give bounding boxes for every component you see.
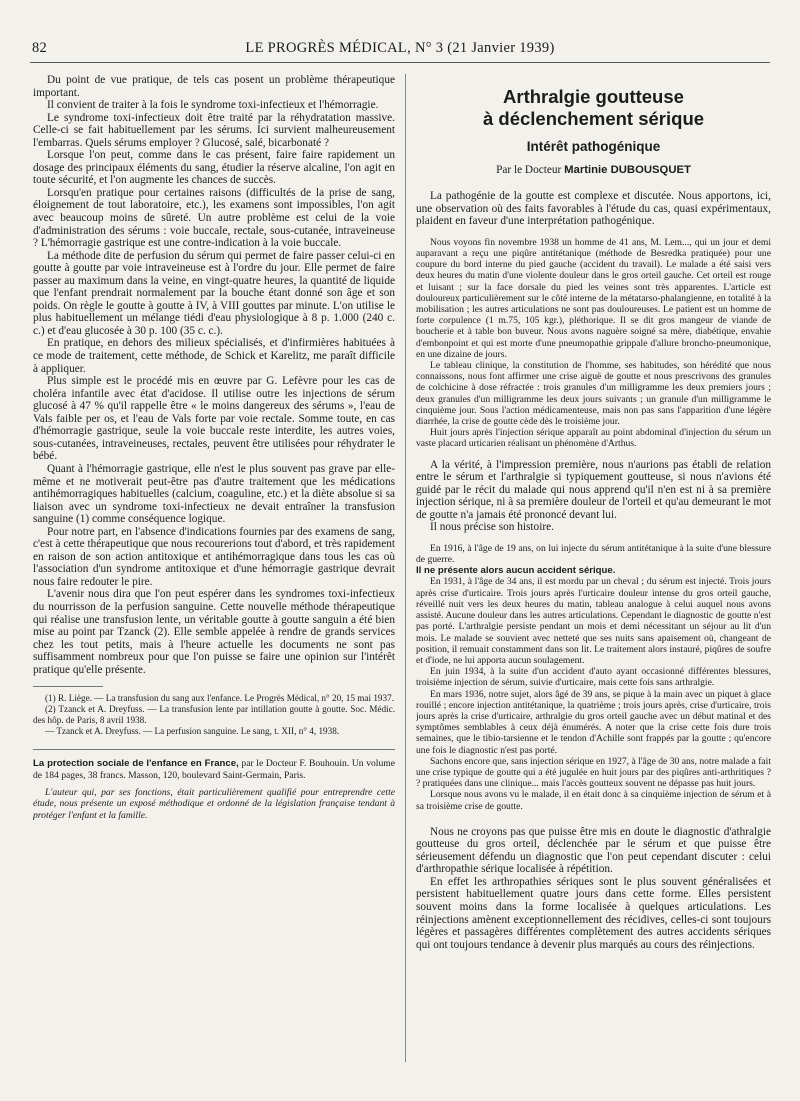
body-paragraph: Lorsque l'on peut, comme dans le cas présent, faire faire rapidement un dosage des principaux éléments du sang, étudier la réserve alcaline, l'on agit en toute sécurité, et l'on augmente les chances de succès. [33,149,395,187]
patient-history [416,543,771,812]
body-paragraph: La méthode dite de perfusion du sérum qui permet de faire passer celui-ci en goutte à goutte par voie intraveineuse est à l'ordre du jour. Elle permet de faire passer au maximum dans la veine, en vingt-quatre heures, la quantité de liquide que l'enfant prendrait normalement par la bouche étant donné son âge et son poids. On règle le goutte à goutte à IV, à VIII gouttes par minute. L'on utilise le plus habituellement un mélange tiédi d'eau physiologique à 8 p. 1.000 (240 c. c.) et d'eau glucosée à 30 p. 100 (35 c. c.). [33,249,395,337]
body-paragraph: Lorsqu'en pratique pour certaines raisons (difficultés de la prise de sang, éloignement de tout laboratoire, etc.), les examens sont impossibles, l'on agit avec beaucoup moins de sûreté. Un autre problème est celui de la voie d'administration des sérums : voie buccale, rectale, sous-cutanée, intraveineuse ? L'hémorragie gastrique est une contre-indication à la voie buccale. [33,186,395,250]
case-paragraph: Huit jours après l'injection sérique apparaît au point abdominal d'injection du sérum un vaste placard urticarien réalisant un phénomène d'Arthus. [416,427,771,450]
running-header [30,40,770,63]
body-paragraph: En pratique, en dehors des milieux spécialisés, et d'infirmières habituées à ce mode de traitement, cette méthode, de Schick et Karelitz, me paraît difficile à appliquer. [33,337,395,375]
review-body: L'auteur qui, par ses fonctions, était particulièrement qualifié pour entreprendre cette étude, nous présente un exposé méthodique et ordonné de la législation française tendant à protéger l'enfant et la famille. [33,787,395,821]
history-paragraph: Sachons encore que, sans injection sérique en 1927, à l'âge de 30 ans, notre malade a fait une crise typique de goutte qui a été jugulée en huit jours par des piqûres anti-arthritiques ? ? pratiquées dans une clinique... mais l'accès goutteux souvent ne dépasse pas huit jours. [416,755,771,790]
spacer [416,450,771,459]
history-paragraph: En 1916, à l'âge de 19 ans, on lui injecte du sérum antitétanique à la suite d'une blessure de guerre. [416,542,771,566]
history-paragraph: Lorsque nous avons vu le malade, il en était donc à sa cinquième injection de sérum et à sa troisième crise de goutte. [416,789,771,812]
intro-paragraph: La pathogénie de la goutte est complexe et discutée. Nous apportons, ici, une observation où des faits favorables à l'étude du cas, quasi expérimentaux, plaident en faveur d'une interprétation pathogénique. [416,190,771,228]
body-paragraph: En effet les arthropathies sériques sont le plus souvent généralisées et persistent habituellement quatre jours dans cette forme. Elles persistent souvent moins dans la forme localisée à quelques articulations. Les réinjections amènent exceptionnellement des récidives, celles-ci sont toujours légères et passagères différentes complètement des autres accidents sériques qui ont toujours tendance à devenir plus marqués au cours des réinjections. [416,875,771,951]
book-review [33,758,395,821]
history-bold-line: Il ne présente alors aucun accident sérique. [416,565,616,577]
byline [416,164,771,177]
case-paragraph: Nous voyons fin novembre 1938 un homme de 41 ans, M. Lem..., qui un jour et demi auparavant a reçu une piqûre antitétanique (méthode de Besredka pratiquée) pour une coupure du bord interne du pied gauche (accident du travail). Le malade a été saisi vers deux heures du matin d'une violente douleur dans le gros orteil gauche. Cet orteil est rouge et luisant ; sur la face dorsale du pied les veines sont très apparentes. L'article est douloureux particulièrement sur le côté interne de la métatarso-phalangienne, en totalité à la mobilisation ; les autres articulations ne sont pas douloureuses. Le patient est un homme de forte corpulence (1 m.75, 105 kgr.), pléthorique. Il se dit gros mangeur de viande de boucherie et à table bon buveur. Nous avons naguère soigné sa mère, diabétique, envahie d'embonpoint et qui est morte d'une pneumopathie grippale d'allure broncho-pneumonique, en une dizaine de jours. [416,236,771,360]
body-paragraph: Quant à l'hémorragie gastrique, elle n'est le plus souvent pas grave par elle-même et ne motiverait peut-être pas d'autre traitement que les médications antihémorragiques habituelles (calcium, coaguline, etc.) et la diète absolue si sa liaison avec un syndrome toxi-infectieux ne devait entraîner la transfusion sanguine (1) comme conséquence logique. [33,462,395,526]
spacer [416,534,771,543]
body-paragraph: Pour notre part, en l'absence d'indications fournies par des examens de sang, c'est à cette thérapeutique que nous recourerions tout d'abord, et très rapidement en raison de son action antitoxique et antihémorragique dans tous les cas où l'association d'un syndrome antitoxique et d'une hémorragie gastrique devrait nous faire redouter le pire. [33,525,395,588]
running-title: LE PROGRÈS MÉDICAL, N° 3 (21 Janvier 1939) [245,40,555,56]
page-number: 82 [32,40,48,56]
review-citation: par le Docteur F. Bouhouin. Un volume de 184 pages, 38 francs. Masson, 120, boulevard Saint-Germain, Paris. [33,758,395,781]
article-subtitle: Intérêt pathogénique [526,139,661,154]
footnotes [33,686,395,737]
body-paragraph: Plus simple est le procédé mis en œuvre par G. Lefèvre pour les cas de choléra infantile avec état d'acidose. Il utilise outre les injections de sérum glucosé à 47 % qu'il rappelle être « le moins dangereux des sérums », l'eau de Vals faible per os, et l'eau de Vals forte par voie rectale. Somme toute, en cas d'hémorragie gastrique, seule la voie buccale reste interdite, les autres voies, sous-cutanées, intraveineuses, rectales, peuvent être utilisées pour réhydrater le bébé. [33,375,395,463]
left-column [33,74,395,1074]
body-paragraph: Nous ne croyons pas que puisse être mis en doute le diagnostic d'athralgie goutteuse du gros orteil, déclenchée par le sérum et que puisse être sérieusement défendu un diagnostic que l'on peut cependant discuter : celui d'arthropathie sérique localisée à répétition. [416,825,771,876]
review-heading [33,758,395,781]
footnote: (1) R. Liège. — La transfusion du sang aux l'enfance. Le Progrès Médical, n° 20, 15 mai 1937. [45,693,395,704]
right-column [416,74,771,1074]
body-paragraph: L'avenir nous dira que l'on peut espérer dans les syndromes toxi-infectieux du nourrisson de la perfusion sanguine. Cette nouvelle méthode thérapeutique qui réalise une transfusion lente, un véritable goutte à goutte sanguin a été bien mise au point par Tzanck (2). Elle semble appelée à rendre de grands services chez les tout petits, mais à l'heure actuelle les documents ne sont pas suffisamment nombreux pour que l'on puisse se faire une opinion sur l'intérêt pratique qu'elle présente. [33,588,395,676]
history-paragraph: En mars 1936, notre sujet, alors âgé de 39 ans, se pique à la main avec un piquet à glace rouillé ; encore injection antitétanique, la quatrième ; trois jours après, crise d'urticaire, trois jours après la crise d'urticaire, arthralgie du gros orteil gauche avec un début matinal et des symptômes semblables à ceux déjà énumérés. A noter que la crise cette fois dure trois semaines, que le tibio-tarsienne et le tendon d'Achille sont frappés par la goutte ; qu'encore une fois le diagnostic n'est pas porté. [416,688,771,756]
footnote-rule [33,686,103,687]
case-paragraph: Le tableau clinique, la constitution de l'homme, ses habitudes, son hérédité que nous connaissons, nous font affirmer une crise aiguë de goutte et nous prescrivons des granules de colchicine à dose réfractée : trois granules d'un milligramme les deux premiers jours ; deux granules d'un milligramme les deux jours suivants ; un granule d'un milligramme le cinquième jour. Sous l'action médicamenteuse, mais non pas sans l'apparition d'une légère diarrhée, la crise de goutte cède dès le troisième jour. [416,359,771,427]
history-paragraph: En 1931, à l'âge de 34 ans, il est mordu par un cheval ; du sérum est injecté. Trois jours après crise d'urticaire. Trois jours après l'urticaire douleur intense du gros orteil gauche, réveillé nuit vers les deux heures du matin, tableau analogue à celui auquel nous avons assisté. Aucune douleur dans les autres articulations. Cependant le diagnostic de goutte n'est pas porté. L'arthralgie persiste pendant un mois et demi nécessitant un séjour au lit d'un mois. Le malade se souvient avec netteté que ses nuits sans apaisement où, changeant de position, il remuait constamment dans son lit. Le traitement alors instauré, piqûres de soufre et d'iode, ne lui apporta aucun soulagement. [416,576,771,666]
history-paragraph: En juin 1934, à la suite d'un accident d'auto ayant occasionné différentes blessures, troisième injection de sérum, suivie d'urticaire, mais cette fois sans arthralgie. [416,666,771,689]
column-divider [405,74,406,1062]
body-paragraph: Il nous précise son histoire. [430,521,554,534]
footnote: — Tzanck et A. Dreyfuss. — La perfusion sanguine. Le sang, t. XII, n° 4, 1938. [45,726,340,737]
body-paragraph: Du point de vue pratique, de tels cas posent un problème thérapeutique important. [33,74,395,99]
spacer [416,228,771,237]
author-name: Martinie DUBOUSQUET [564,163,691,176]
body-paragraph: A la vérité, à l'impression première, nous n'aurions pas établi de relation entre le sérum et l'arthralgie si typiquement goutteuse, si nous n'avions été guidé par le récit du malade qui nous apprend qu'il n'en est ni à sa première injection sérique, ni à sa première douleur de l'orteil et qu'au demeurant le mot de goutte n'a jamais été prononcé devant lui. [416,458,771,521]
body-paragraph: Le syndrome toxi-infectieux doit être traité par la réhydratation massive. Celle-ci se fait habituellement par les sérums. Ici survient malheureusement l'embarras. Quels sérums employer ? Glucosé, salé, bicarbonaté ? [33,111,395,149]
article-title-line-1: Arthralgie goutteuse [503,86,684,107]
case-report [416,237,771,450]
footnote: (2) Tzanck et A. Dreyfuss. — La transfusion lente par intillation goutte à goutte. Soc. Médic. des hôp. de Paris, 8 avril 1938. [33,704,395,726]
spacer [416,812,771,826]
article-title-line-2: à déclenchement sérique [482,108,705,129]
author-prefix: Par le Docteur [496,163,562,176]
section-rule [33,749,395,750]
body-paragraph: Il convient de traiter à la fois le syndrome toxi-infectieux et l'hémorragie. [47,99,379,112]
review-title: La protection sociale de l'enfance en France, [33,758,239,770]
